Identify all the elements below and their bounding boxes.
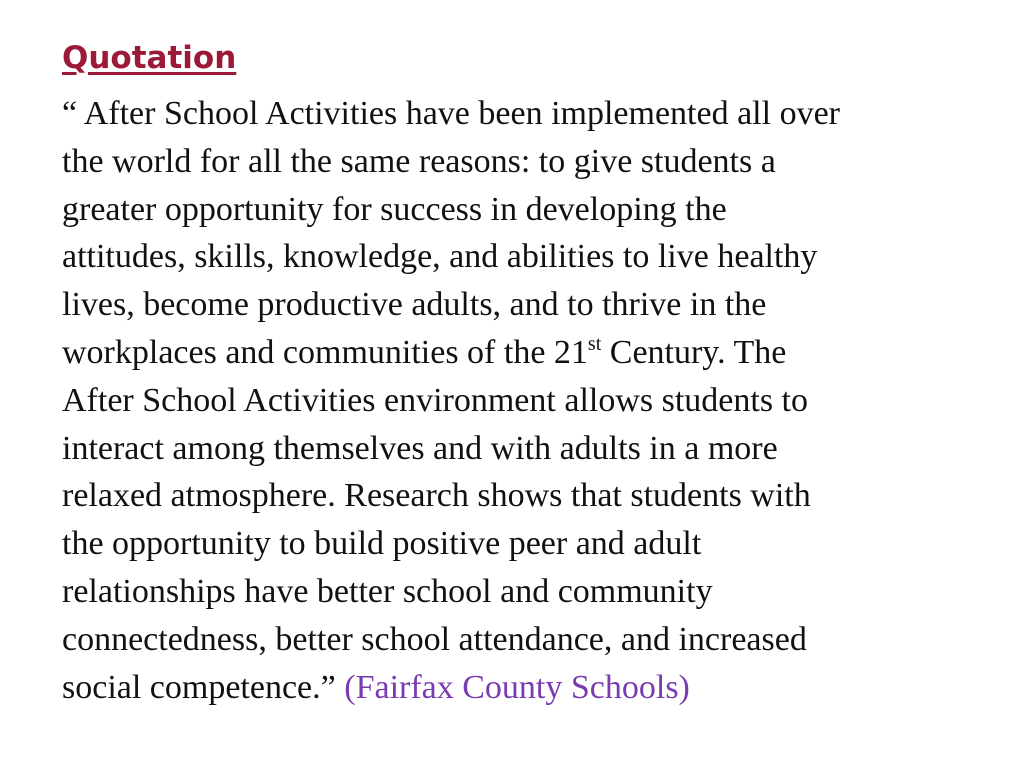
quote-line: connectedness, better school attendance, and increased: [62, 620, 807, 658]
quote-line: “ After School Activities have been implemented all over: [62, 95, 840, 132]
quote-line: attitudes, skills, knowledge, and abilities to live healthy: [62, 238, 818, 276]
quote-last-line: [62, 664, 962, 712]
quote-line: interact among themselves and with adults in a more: [62, 429, 778, 467]
quote-line: relaxed atmosphere. Research shows that students with: [62, 477, 811, 515]
quote-line: the opportunity to build positive peer and adult: [62, 525, 702, 563]
quote-line: the world for all the same reasons: to give students a: [62, 142, 776, 180]
quote-line: greater opportunity for success in developing the: [62, 190, 727, 228]
quote-line-tail: Century. The: [601, 333, 787, 371]
slide-heading: Quotation: [62, 40, 237, 76]
quote-line-with-superscript: [62, 329, 962, 377]
quotation-body: [62, 90, 962, 711]
quote-line-text: social competence.”: [62, 668, 336, 706]
ordinal-superscript: st: [587, 332, 602, 355]
quote-line: lives, become productive adults, and to thrive in the: [62, 286, 767, 324]
quote-line-text: workplaces and communities of the 21: [62, 333, 588, 371]
quote-line: After School Activities environment allows students to: [62, 381, 809, 419]
quote-source: (Fairfax County Schools): [344, 668, 690, 706]
quote-line: relationships have better school and community: [62, 572, 713, 610]
